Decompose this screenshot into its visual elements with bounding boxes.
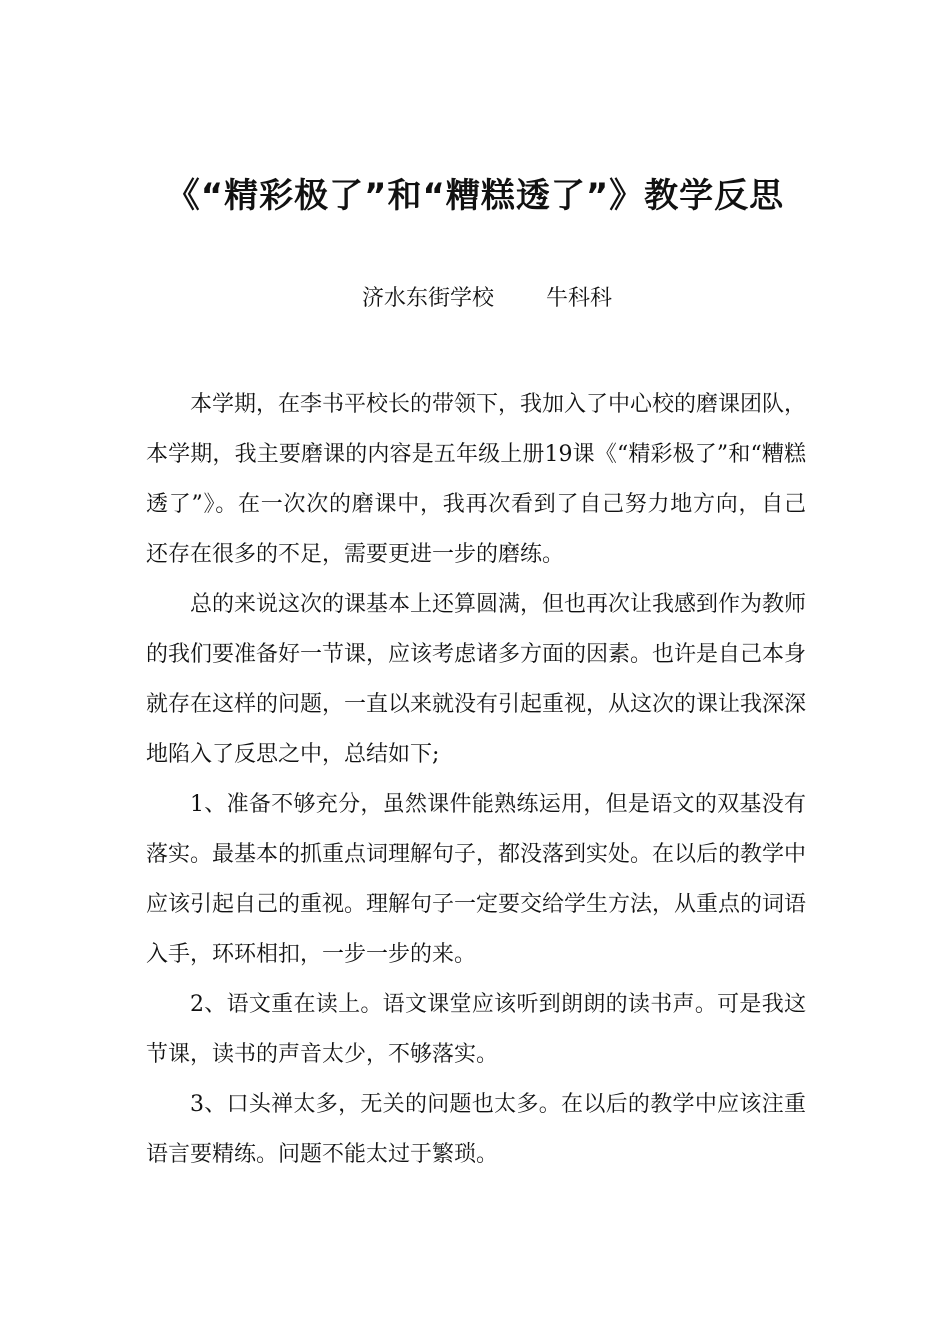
byline bbox=[362, 283, 612, 315]
paragraph: 总的来说这次的课基本上还算圆满，但也再次让我感到作为教师的我们要准备好一节课，应该考虑诸多方面的因素。也许是自己本身就存在这样的问题，一直以来就没有引起重视，从这次的课让我深深地陷入了反思之中，总结如下; bbox=[146, 592, 807, 767]
paragraph: 1、准备不够充分，虽然课件能熟练运用，但是语文的双基没有落实。最基本的抓重点词理解句子，都没落到实处。在以后的教学中应该引起自己的重视。理解句子一定要交给学生方法，从重点的词语入手，环环相扣，一步一步的来。 bbox=[146, 792, 807, 967]
document-title: 《“精彩极了”和“糟糕透了”》教学反思 bbox=[165, 176, 785, 216]
author-name: 牛科科 bbox=[546, 286, 613, 311]
paragraph: 本学期，在李书平校长的带领下，我加入了中心校的磨课团队，本学期，我主要磨课的内容是五年级上册19课《“精彩极了”和“糟糕透了”》。在一次次的磨课中，我再次看到了自己努力地方向，自己还存在很多的不足，需要更进一步的磨练。 bbox=[146, 392, 807, 567]
paragraph: 2、语文重在读上。语文课堂应该听到朗朗的读书声。可是我这节课，读书的声音太少，不够落实。 bbox=[146, 992, 806, 1067]
school-name: 济水东街学校 bbox=[362, 286, 495, 311]
document-body bbox=[146, 380, 806, 1180]
paragraph: 3、口头禅太多，无关的问题也太多。在以后的教学中应该注重语言要精练。问题不能太过于繁琐。 bbox=[146, 1092, 806, 1167]
